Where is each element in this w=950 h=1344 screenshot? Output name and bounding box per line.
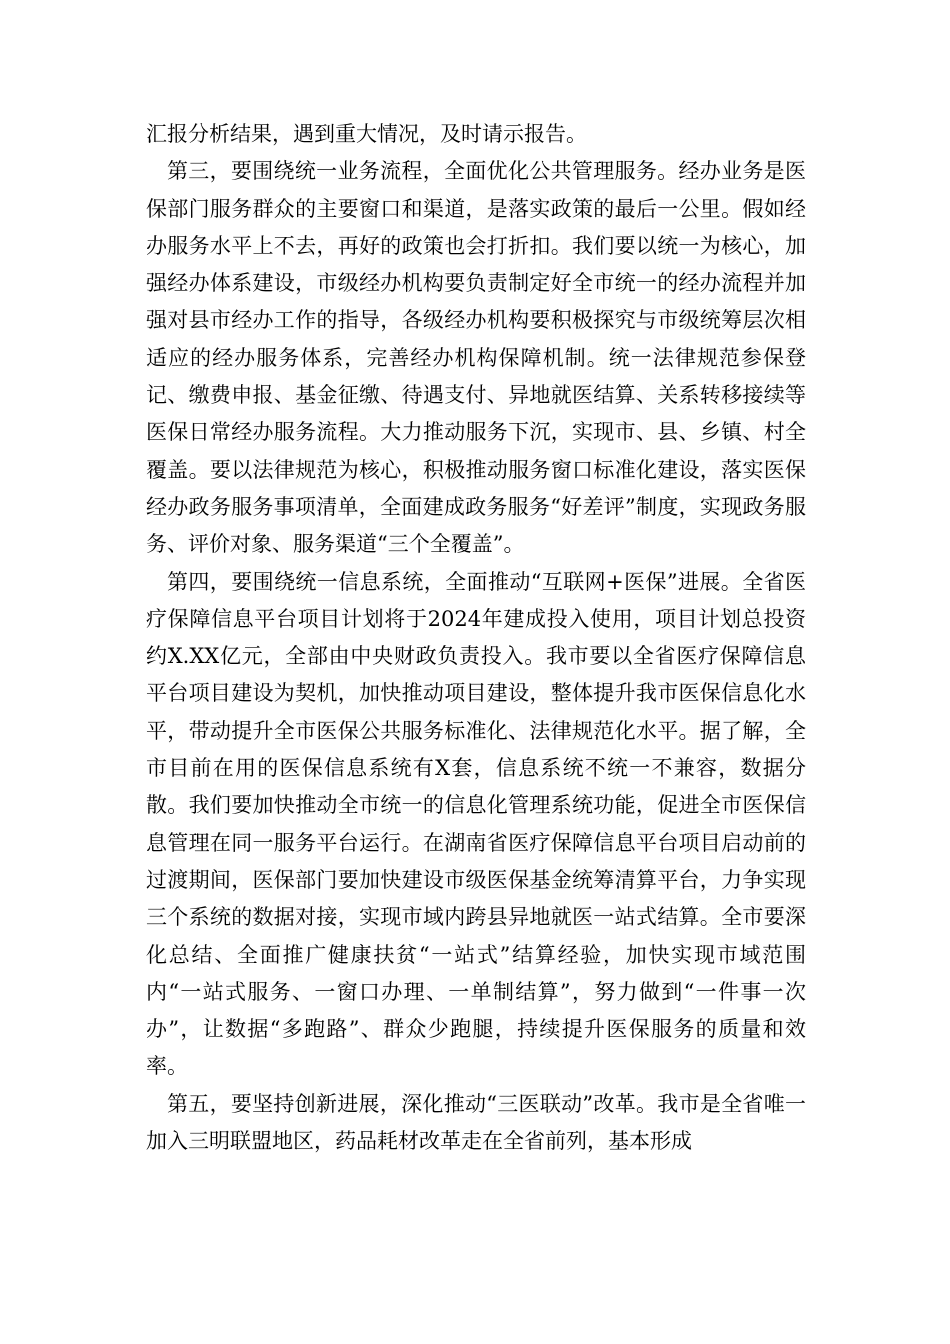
document-body	[146, 116, 806, 1160]
paragraph-continuation: 汇报分析结果，遇到重大情况，及时请示报告。	[146, 122, 587, 146]
paragraph-section-four: 第四，要围绕统一信息系统，全面推动“互联网+医保”进展。全省医疗保障信息平台项目计划将于2024年建成投入使用，项目计划总投资约X.XX亿元，全部由中央财政负责投入。我市要以全省医疗保障信息平台项目建设为契机，加快推动项目建设，整体提升我市医保信息化水平，带动提升全市医保公共服务标准化、法律规范化水平。据了解，全市目前在用的医保信息系统有X套，信息系统不统一不兼容，数据分散。我们要加快推动全市统一的信息化管理系统功能，促进全市医保信息管理在同一服务平台运行。在湖南省医疗保障信息平台项目启动前的过渡期间，医保部门要加快建设市级医保基金统筹清算平台，力争实现三个系统的数据对接，实现市域内跨县异地就医一站式结算。全市要深化总结、全面推广健康扶贫“一站式”结算经验，加快实现市域范围内“一站式服务、一窗口办理、一单制结算”，努力做到“一件事一次办”，让数据“多跑路”、群众少跑腿，持续提升医保服务的质量和效率。	[146, 569, 806, 1079]
paragraph-section-five: 第五，要坚持创新进展，深化推动“三医联动”改革。我市是全省唯一加入三明联盟地区，药品耗材改革走在全省前列，基本形成	[146, 1091, 806, 1154]
paragraph-section-three: 第三，要围绕统一业务流程，全面优化公共管理服务。经办业务是医保部门服务群众的主要窗口和渠道，是落实政策的最后一公里。假如经办服务水平上不去，再好的政策也会打折扣。我们要以统一为核心，加强经办体系建设，市级经办机构要负责制定好全市统一的经办流程并加强对县市经办工作的指导，各级经办机构要积极探究与市级统筹层次相适应的经办服务体系，完善经办机构保障机制。统一法律规范参保登记、缴费申报、基金征缴、待遇支付、异地就医结算、关系转移接续等医保日常经办服务流程。大力推动服务下沉，实现市、县、乡镇、村全覆盖。要以法律规范为核心，积极推动服务窗口标准化建设，落实医保经办政务服务事项清单，全面建成政务服务“好差评”制度，实现政务服务、评价对象、服务渠道“三个全覆盖”。	[146, 159, 806, 557]
